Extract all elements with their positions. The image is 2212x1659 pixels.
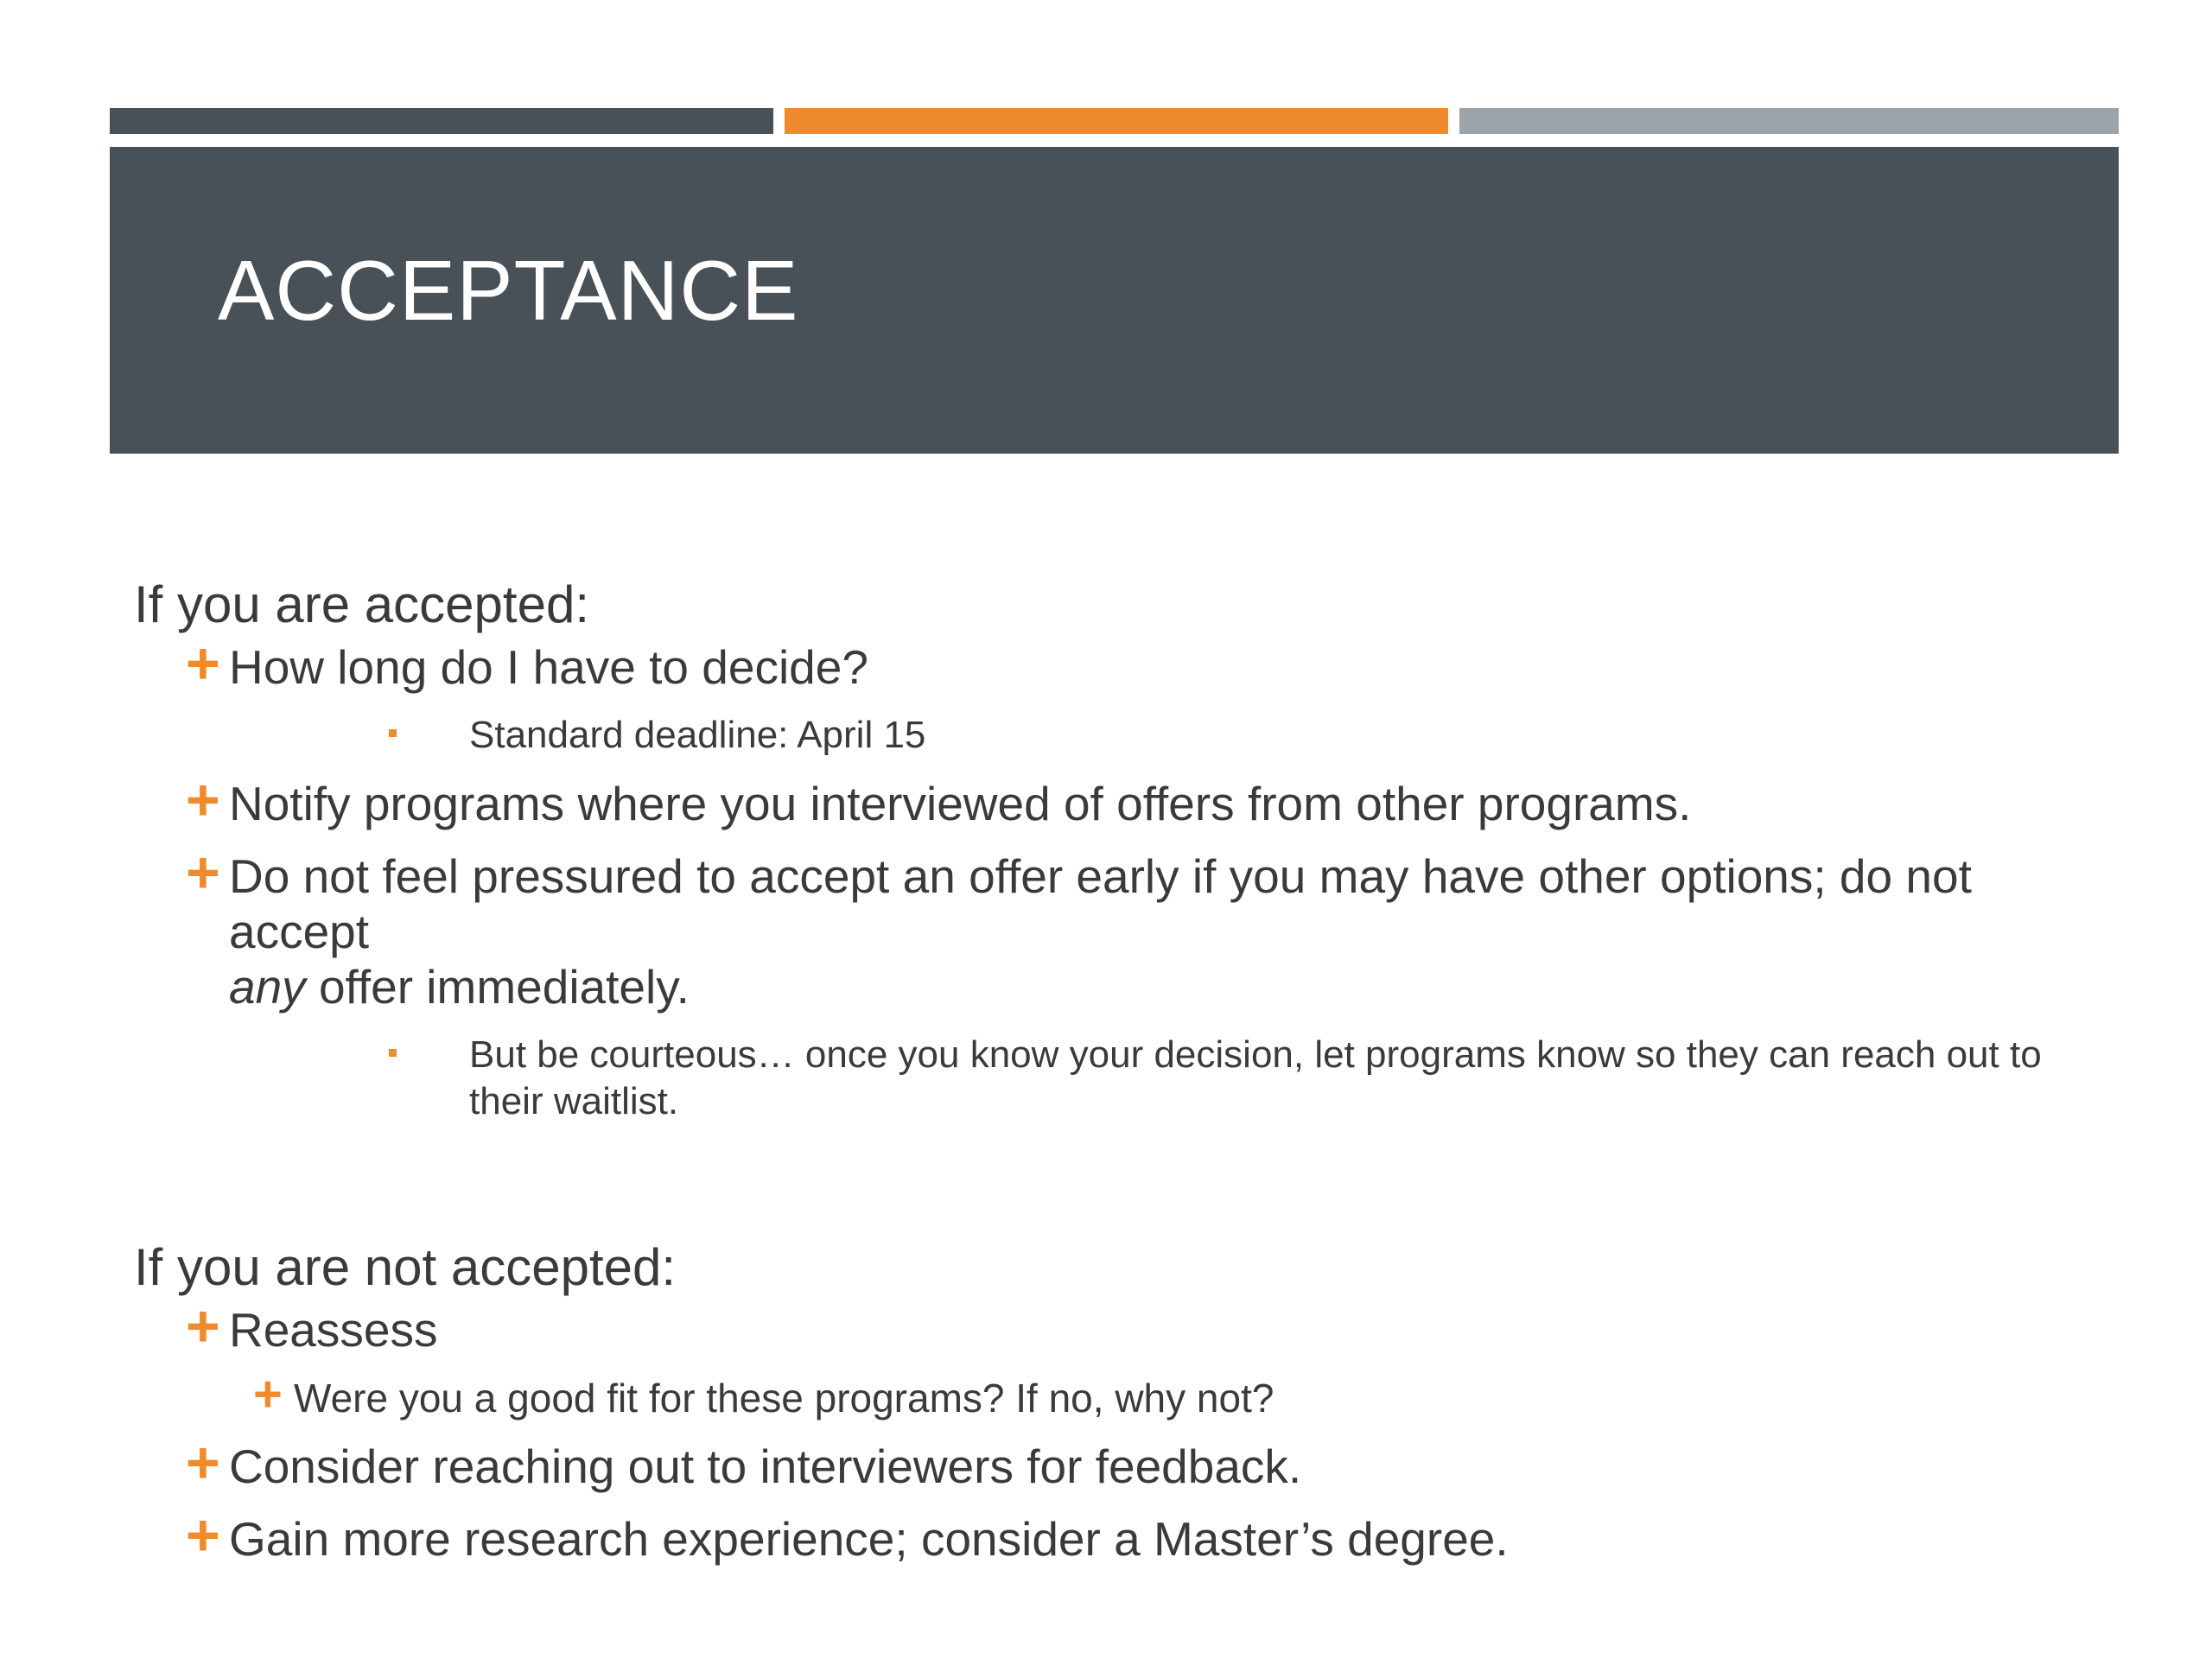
plus-bullet-icon: + bbox=[186, 1503, 220, 1568]
plus-bullet-icon: + bbox=[253, 1366, 283, 1422]
accepted-subitem-deadline: Standard deadline: April 15 bbox=[134, 712, 2104, 759]
accent-bar-dark bbox=[110, 108, 773, 134]
title-band bbox=[110, 147, 2119, 454]
not-accepted-item-feedback: + Consider reaching out to interviewers for feedback. bbox=[186, 1430, 1302, 1496]
accent-bar-orange bbox=[785, 108, 1448, 134]
plus-bullet-icon: + bbox=[186, 840, 220, 906]
plus-bullet-icon: + bbox=[186, 1294, 220, 1359]
not-accepted-item-reassess: + Reassess bbox=[186, 1294, 438, 1359]
accepted-item-decide: + How long do I have to decide? bbox=[186, 631, 868, 696]
accent-bar-gray bbox=[1459, 108, 2119, 134]
not-accepted-item-research: + Gain more research experience; consider a Master’s degree. bbox=[186, 1503, 1509, 1568]
top-accent-bars bbox=[110, 108, 2119, 134]
plus-bullet-icon: + bbox=[186, 1430, 220, 1496]
not-accepted-heading: If you are not accepted: bbox=[134, 1238, 677, 1296]
slide-body bbox=[134, 570, 2104, 1567]
square-bullet-icon bbox=[389, 1049, 397, 1057]
accepted-subitem-courteous: But be courteous… once you know your decision, let programs know so they can reach out to their waitlist. bbox=[134, 1032, 2104, 1125]
slide-title: ACCEPTANCE bbox=[218, 243, 799, 338]
not-accepted-subitem-fit: + Were you a good fit for these programs? If no, why not? bbox=[253, 1366, 1274, 1422]
accepted-item-pressure: + Do not feel pressured to accept an offer early if you may have other options; do not accept any offer immediately. bbox=[186, 840, 1972, 1014]
accepted-item-notify: + Notify programs where you interviewed of offers from other programs. bbox=[186, 767, 1692, 833]
plus-bullet-icon: + bbox=[186, 631, 220, 696]
plus-bullet-icon: + bbox=[186, 767, 220, 833]
square-bullet-icon bbox=[389, 729, 397, 737]
accepted-heading: If you are accepted: bbox=[134, 575, 589, 633]
